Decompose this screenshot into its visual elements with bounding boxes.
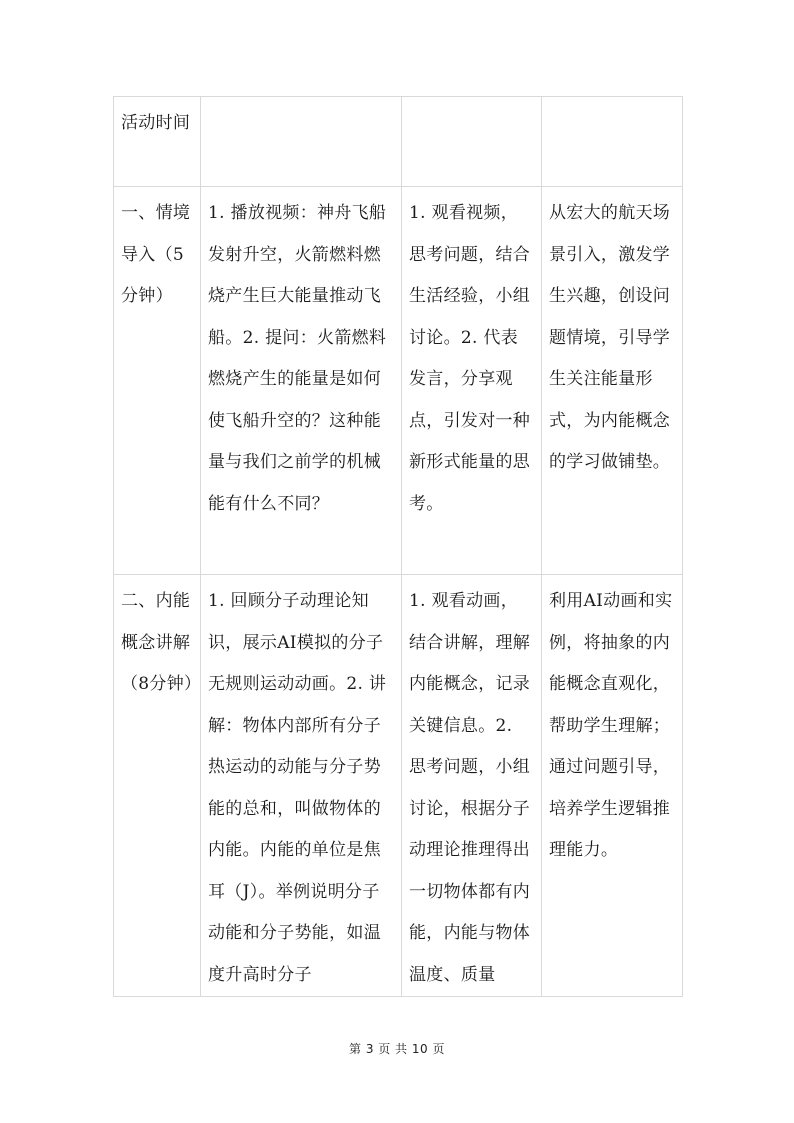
table-row-header [114, 97, 683, 187]
cell-teacher-activity: 1. 回顾分子动理论知识，展示AI模拟的分子无规则运动动画。2. 讲解：物体内部所有分子热运动的动能与分子势能的总和，叫做物体的内能。内能的单位是焦耳（J）。举例说明分子动能和分子势能，如温度升高时分子 [201, 575, 402, 997]
cell-header-2 [201, 97, 402, 187]
cell-student-activity: 1. 观看视频，思考问题，结合生活经验，小组讨论。2. 代表发言，分享观点，引发对一种新形式能量的思考。 [402, 187, 542, 575]
cell-activity-time: 活动时间 [114, 97, 201, 187]
cell-student-activity: 1. 观看动画，结合讲解，理解内能概念，记录关键信息。2. 思考问题，小组讨论，根据分子动理论推理得出一切物体都有内能，内能与物体温度、质量 [402, 575, 542, 997]
cell-design-intent: 利用AI动画和实例，将抽象的内能概念直观化，帮助学生理解；通过问题引导，培养学生逻辑推理能力。 [542, 575, 683, 997]
page-number-footer: 第 3 页 共 10 页 [349, 1042, 445, 1056]
cell-header-4 [542, 97, 683, 187]
lesson-plan-table [113, 96, 683, 997]
cell-design-intent: 从宏大的航天场景引入，激发学生兴趣，创设问题情境，引导学生关注能量形式，为内能概念的学习做铺垫。 [542, 187, 683, 575]
cell-stage: 二、内能概念讲解（8分钟） [114, 575, 201, 997]
table-row [114, 575, 683, 997]
cell-teacher-activity: 1. 播放视频：神舟飞船发射升空，火箭燃料燃烧产生巨大能量推动飞船。2. 提问：火箭燃料燃烧产生的能量是如何使飞船升空的？这种能量与我们之前学的机械能有什么不同？ [201, 187, 402, 575]
cell-header-3 [402, 97, 542, 187]
cell-stage: 一、情境导入（5分钟） [114, 187, 201, 575]
table-row [114, 187, 683, 575]
